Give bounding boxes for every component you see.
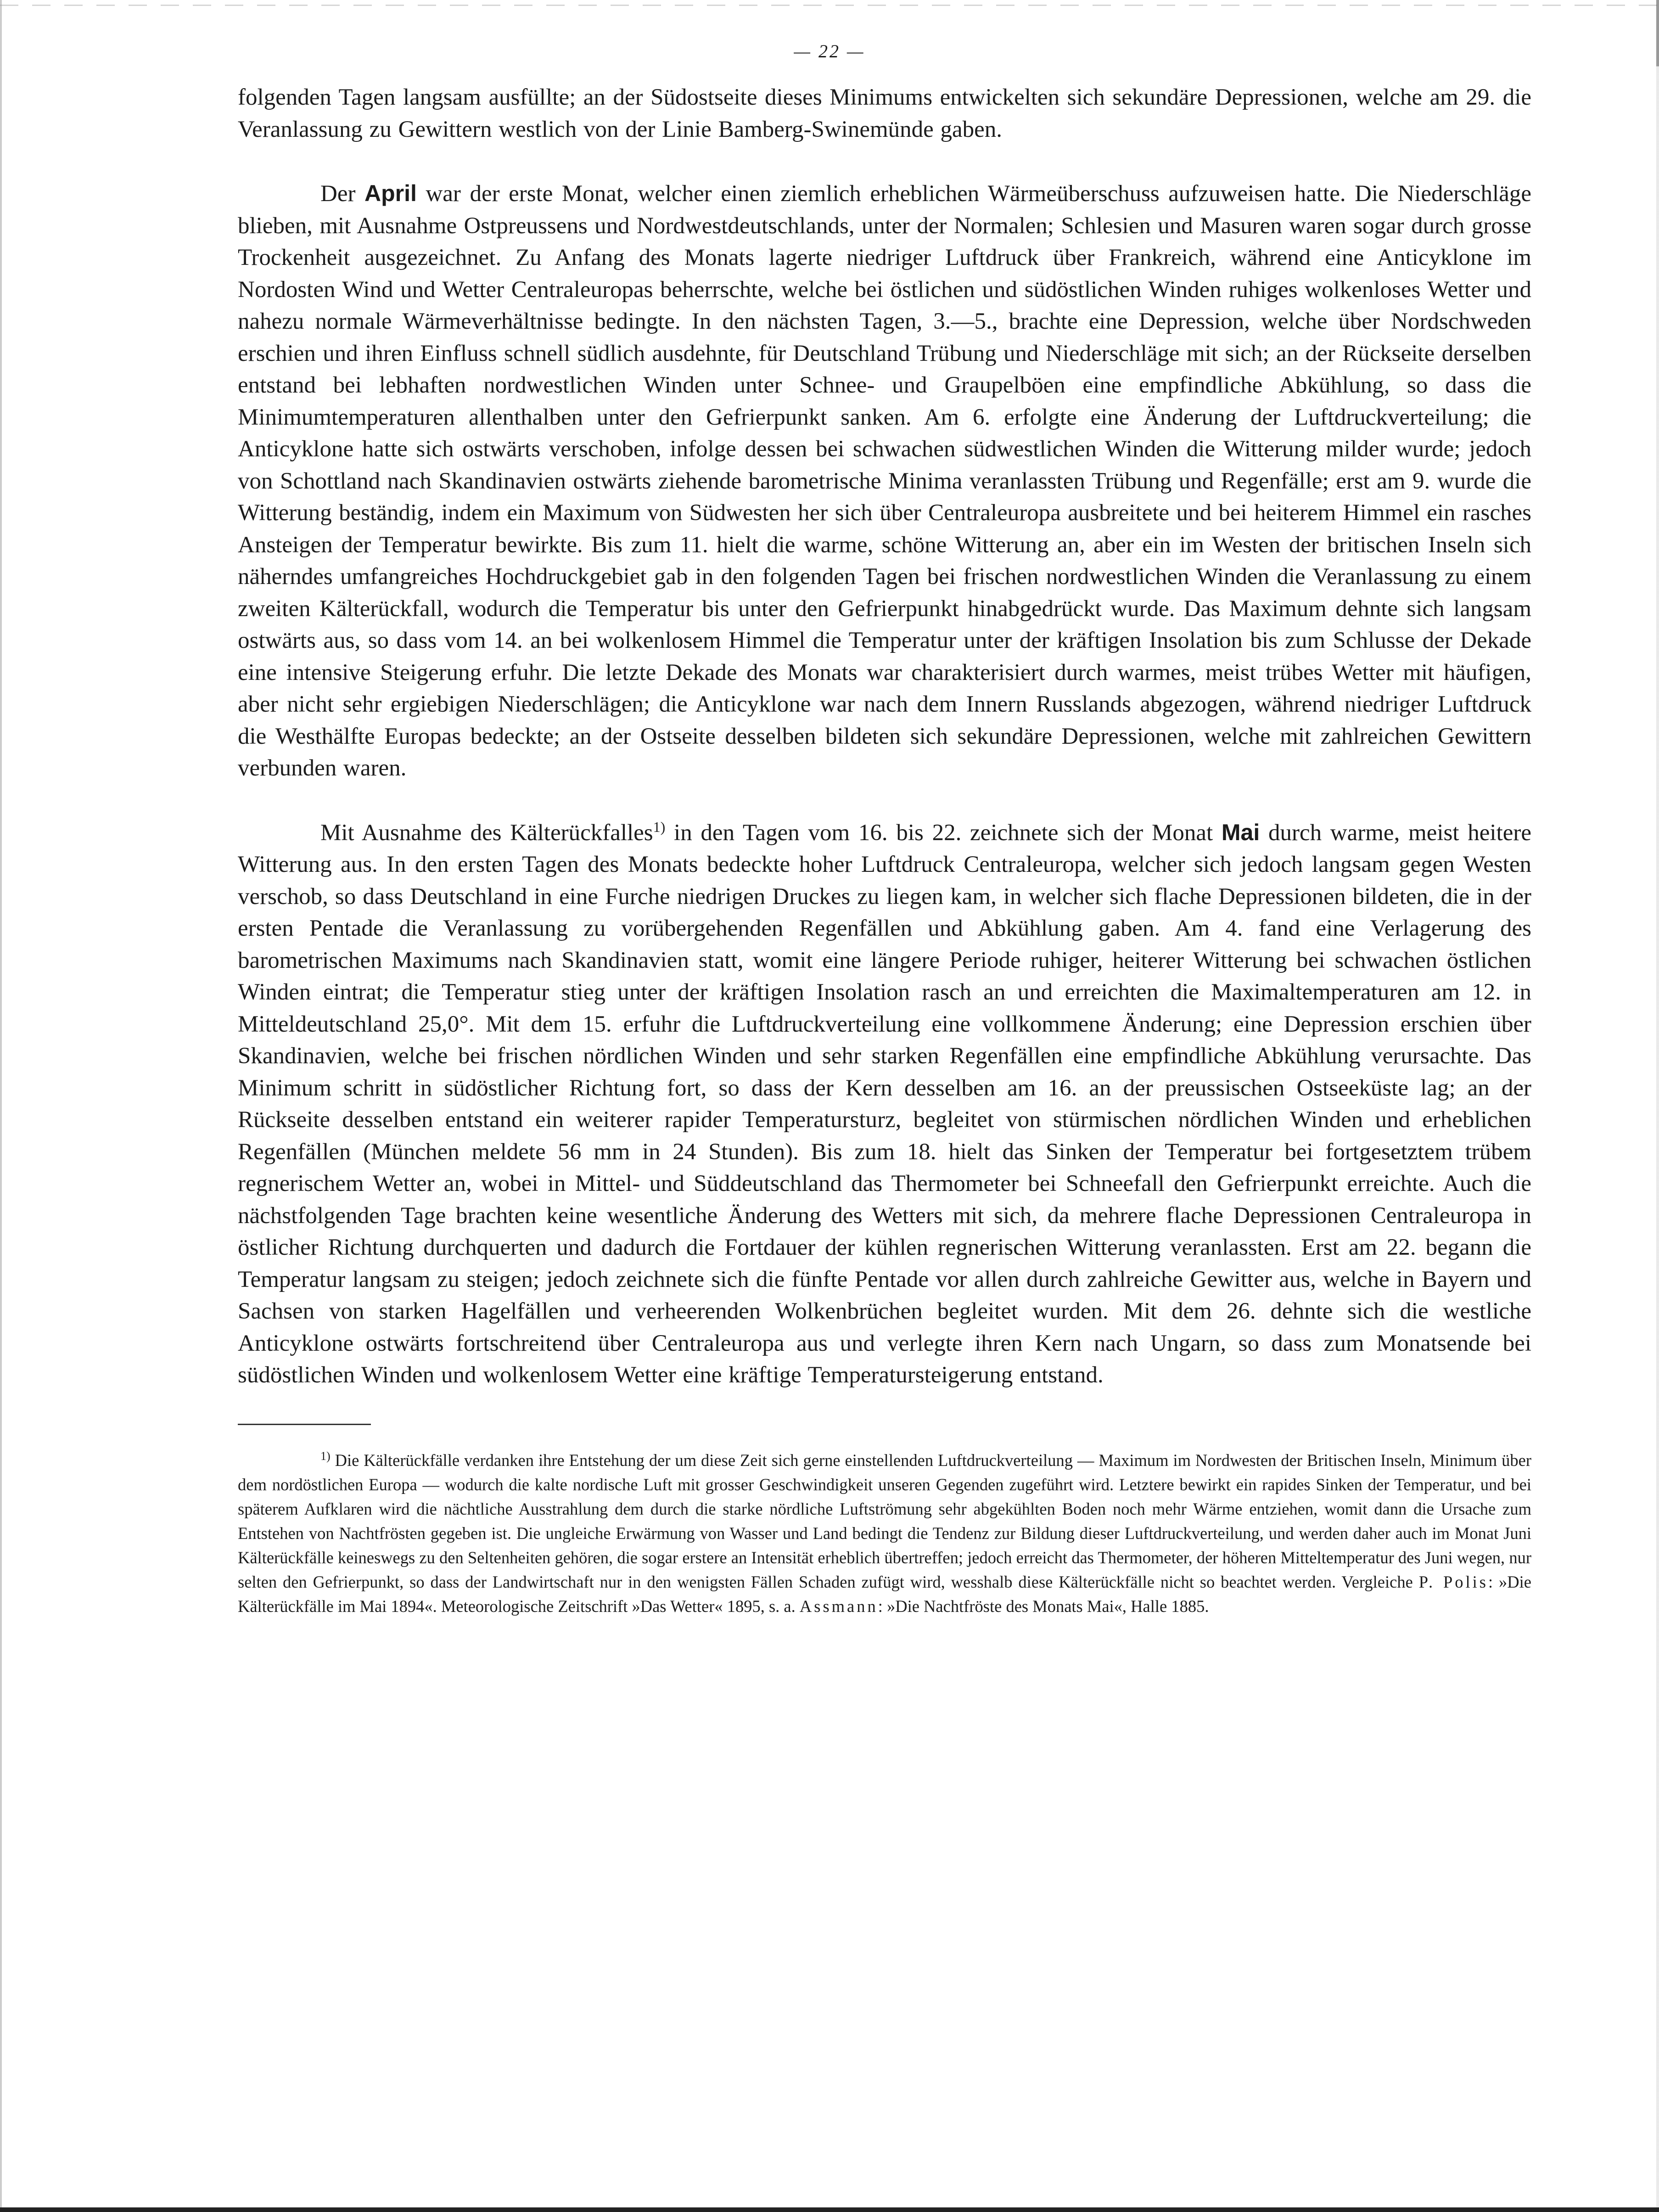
paragraph-lead: Der	[320, 181, 364, 207]
footnote-author-assmann: Assmann	[799, 1596, 878, 1616]
scan-edge-right	[1656, 0, 1659, 2212]
footnote-text: : »Die Kälterückfälle im Mai 1894«. Meteorologische Zeitschrift »Das Wetter« 1895, s. a.	[238, 1572, 1531, 1616]
paragraph-text: folgenden Tagen langsam ausfüllte; an der Südostseite dieses Minimums entwickelten sich sekundäre Depressionen, welche am 29. die Veranlassung zu Gewittern westlich von der Linie Bamberg-Swinemünde gaben.	[238, 84, 1531, 142]
paragraph-text-mid: in den Tagen vom 16. bis 22. zeichnete sich der Monat	[665, 820, 1222, 846]
paragraph-lead: Mit Ausnahme des Kälterückfalles	[320, 820, 653, 846]
month-heading-april: April	[364, 180, 417, 206]
page-number: — 22 —	[794, 41, 865, 62]
paragraph-april	[238, 178, 1531, 785]
page-body	[238, 82, 1531, 1618]
paragraph-text: war der erste Monat, welcher einen ziemlich erheblichen Wärmeüberschuss aufzuweisen hatte. Die Niederschläge blieben, mit Ausnahme Ostpreussens und Nordwestdeutschlands, unter der Normalen; Schlesien und Masuren waren sogar durch grosse Trockenheit ausgezeichnet. Zu Anfang des Monats lagerte niedriger Luftdruck über Frankreich, während eine Anticyklone im Nordosten Wind und Wetter Centraleuropas beherrschte, welche bei östlichen und südöstlichen Winden ruhiges wolkenloses Wetter und nahezu normale Wärmeverhältnisse bedingte. In den nächsten Tagen, 3.—5., brachte eine Depression, welche über Nordschweden erschien und ihren Einfluss schnell südlich ausdehnte, für Deutschland Trübung und Niederschläge mit sich; an der Rückseite derselben entstand bei lebhaften nordwestlichen Winden unter Schnee- und Graupelböen eine empfindliche Abkühlung, so dass die Minimumtemperaturen allenthalben unter den Gefrierpunkt sanken. Am 6. erfolgte eine Änderung der Luftdruckverteilung; die Anticyklone hatte sich ostwärts verschoben, infolge dessen bei schwachen südwestlichen Winden die Witterung milder wurde; jedoch von Schottland nach Skandinavien ostwärts ziehende barometrische Minima veranlassten Trübung und Regenfälle; erst am 9. wurde die Witterung beständig, indem ein Maximum von Südwesten her sich über Centraleuropa ausbreitete und bei heiterem Himmel ein rasches Ansteigen der Temperatur bewirkte. Bis zum 11. hielt die warme, schöne Witterung an, aber ein im Westen der britischen Inseln sich näherndes umfangreiches Hochdruckgebiet gab in den folgenden Tagen bei frischen nordwestlichen Winden die Veranlassung zu einem zweiten Kälterückfall, wodurch die Temperatur bis unter den Gefrierpunkt hinabgedrückt wurde. Das Maximum dehnte sich langsam ostwärts aus, so dass vom 14. an bei wolkenlosem Himmel die Temperatur unter der kräftigen Insolation bis zum Schlusse der Dekade eine intensive Steigerung erfuhr. Die letzte Dekade des Monats war charakterisiert durch warmes, meist trübes Wetter mit häufigen, aber nicht sehr ergiebigen Niederschlägen; die Anticyklone war nach dem Innern Russlands abgezogen, während niedriger Luftdruck die Westhälfte Europas bedeckte; an der Ostseite desselben bildeten sich sekundäre Depressionen, welche mit zahlreichen Gewittern verbunden waren.	[238, 181, 1531, 781]
footnote-text: : »Die Nachtfröste des Monats Mai«, Halle 1885.	[878, 1596, 1209, 1616]
scan-edge-top	[0, 5, 1659, 6]
footnote-divider	[238, 1424, 371, 1425]
footnote-text: Die Kälterückfälle verdanken ihre Entstehung der um diese Zeit sich gerne einstellenden Luftdruckverteilung — Maximum im Nordwesten der Britischen Inseln, Minimum über dem nordöstlichen Europa — wodurch die kalte nordische Luft mit grosser Geschwindigkeit unseren Gegenden zugeführt wird. Letztere bewirkt ein rapides Sinken der Temperatur, und bei späterem Aufklaren wird die nächtliche Ausstrahlung dem durch die starke nördliche Luftströmung sehr abgekühlten Boden noch mehr Wärme entziehen, womit dann die Ursache zum Entstehen von Nachtfrösten gegeben ist. Die ungleiche Erwärmung von Wasser und Land bedingt die Tendenz zur Bildung dieser Luftdruckverteilung, und werden daher auch im Monat Juni Kälterückfälle keineswegs zu den Seltenheiten gehören, die sogar erstere an Intensität erheblich übertreffen; jedoch erreicht das Thermometer, der höheren Mitteltemperatur des Juni wegen, nur selten den Gefrierpunkt, so dass der Landwirtschaft nur in den wenigsten Fällen Schaden zufügt wird, wesshalb diese Kälterückfälle nicht so beachtet werden. Vergleiche	[238, 1450, 1531, 1591]
scan-edge-bottom	[0, 2207, 1659, 2212]
paragraph-may	[238, 817, 1531, 1392]
footnote-mark: 1)	[320, 1449, 331, 1463]
paragraph-march-end	[238, 82, 1531, 146]
paragraph-text: durch warme, meist heitere Witterung aus. In den ersten Tagen des Monats bedeckte hoher Luftdruck Centraleuropa, welcher sich jedoch langsam gegen Westen verschob, so dass Deutschland in eine Furche niedrigen Druckes zu liegen kam, in welcher sich flache Depressionen bildeten, die in der ersten Pentade die Veranlassung zu vorübergehenden Regenfällen und Abkühlung gaben. Am 4. fand eine Verlagerung des barometrischen Maximums nach Skandinavien statt, womit eine längere Periode ruhiger, heiterer Witterung bei schwachen östlichen Winden eintrat; die Temperatur stieg unter der kräftigen Insolation rasch an und erreichten die Maximaltemperaturen am 12. in Mitteldeutschland 25,0°. Mit dem 15. erfuhr die Luftdruckverteilung eine vollkommene Änderung; eine Depression erschien über Skandinavien, welche bei frischen nördlichen Winden und sehr starken Regenfällen eine empfindliche Abkühlung verursachte. Das Minimum schritt in südöstlicher Richtung fort, so dass der Kern desselben am 16. an der preussischen Ostseeküste lag; an der Rückseite desselben entstand ein weiterer rapider Temperatursturz, begleitet von stürmischen nördlichen Winden und erheblichen Regenfällen (München meldete 56 mm in 24 Stunden). Bis zum 18. hielt das Sinken der Temperatur bei fortgesetztem trübem regnerischem Wetter an, wobei in Mittel- und Süddeutschland das Thermometer bei Schneefall den Gefrierpunkt erreichte. Auch die nächstfolgenden Tage brachten keine wesentliche Änderung des Wetters mit sich, da mehrere flache Depressionen Centraleuropa in östlicher Richtung durchquerten und dadurch die Fortdauer der kühlen regnerischen Witterung veranlassten. Erst am 22. begann die Temperatur langsam zu steigen; jedoch zeichnete sich die fünfte Pentade vor allen durch zahlreiche Gewitter aus, welche in Bayern und Sachsen von starken Hagelfällen und verheerenden Wolkenbrüchen begleitet wurden. Mit dem 26. dehnte sich die westliche Anticyklone ostwärts fortschreitend über Centraleuropa aus und verlegte ihren Kern nach Ungarn, so dass zum Monatsende bei südöstlichen Winden und wolkenlosem Wetter eine kräftige Temperatursteigerung entstand.	[238, 820, 1531, 1388]
scan-edge-left	[0, 0, 2, 2212]
footnote-author-polis: P. Polis	[1418, 1572, 1488, 1591]
footnote	[238, 1448, 1531, 1618]
footnote-reference: 1)	[653, 818, 666, 835]
month-heading-may: Mai	[1221, 819, 1260, 845]
